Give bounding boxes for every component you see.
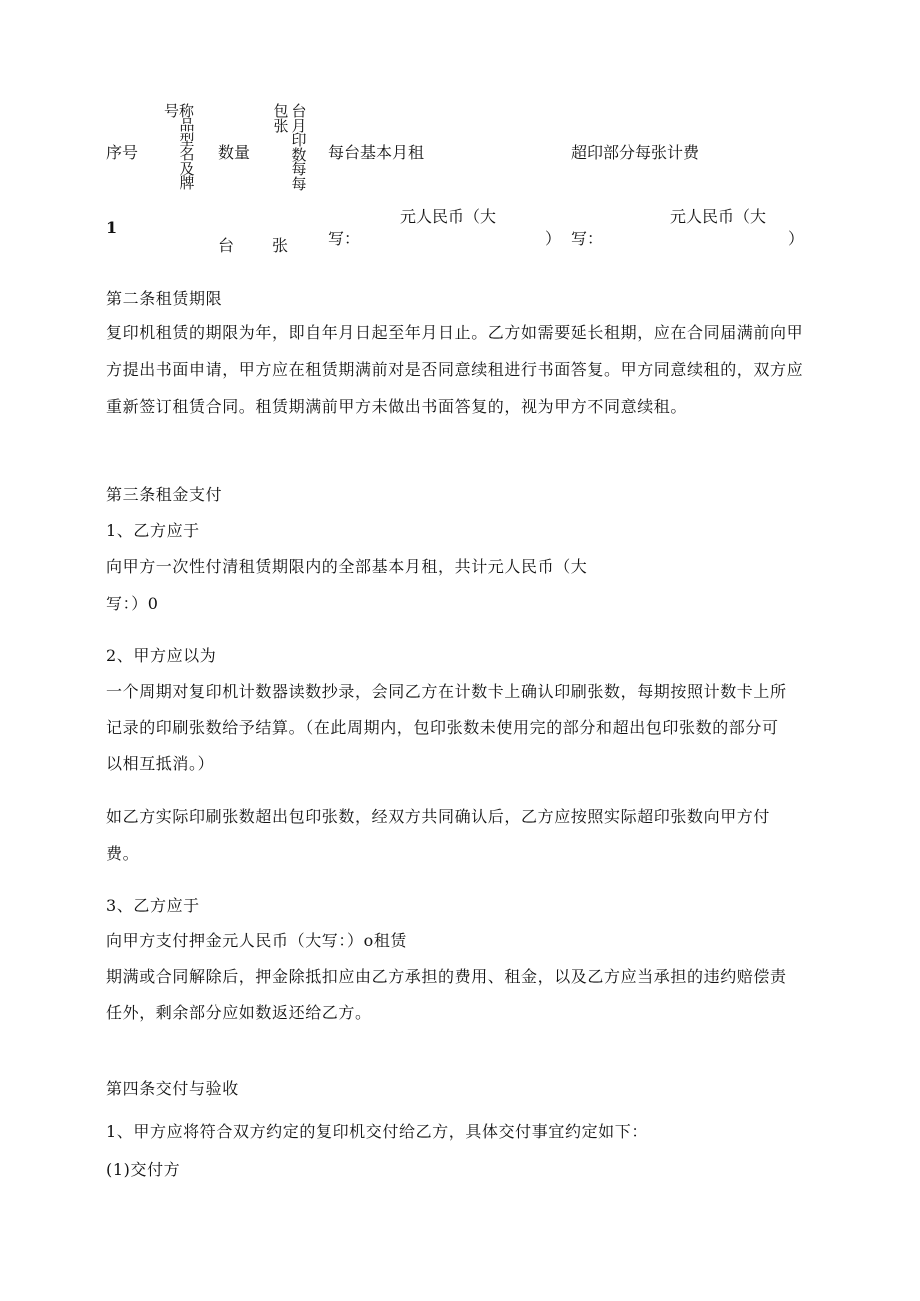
article2-line-1: 复印机租赁的期限为年，即自年月日起至年月日止。乙方如需要延长租期，应在合同届满前向甲 [106,323,804,342]
row1-rent-close: ） [545,229,562,248]
article3-item3-line-1: 向甲方支付押金元人民币（大写：）o租赁 [106,931,408,950]
col-overprint-header: 超印部分每张计费 [571,143,700,162]
article3-item2-line-2: 记录的印刷张数给予结算。（在此周期内，包印张数未使用完的部分和超出包印张数的部分可 [106,718,779,737]
col-seq-header: 序号 [106,143,139,162]
row1-rent-currency: 元人民币（大 [400,207,497,226]
article2-line-2: 方提出书面申请，甲方应在租赁期满前对是否同意续租进行书面答复。甲方同意续租的，双方应 [106,360,804,379]
article4-title: 第四条交付与验收 [106,1079,239,1098]
row1-over-close: ） [788,229,805,248]
article3-item1-label: 1、乙方应于 [106,521,200,540]
col-qty-header: 数量 [218,143,251,162]
row1-unit-tai: 台 [218,236,235,255]
row1-over-currency: 元人民币（大 [670,207,767,226]
row1-unit-zhang: 张 [272,236,289,255]
article2-title: 第二条租赁期限 [106,289,223,308]
article2-line-3: 重新签订租赁合同。租赁期满前甲方未做出书面答复的，视为甲方不同意续租。 [106,397,688,416]
row1-over-write: 写： [571,229,604,248]
article4-item1-sub: (1)交付方 [106,1160,181,1179]
article3-item3-line-2: 期满或合同解除后，押金除抵扣应由乙方承担的费用、租金，以及乙方应当承担的违约赔偿责 [106,967,787,986]
col-name-header: 品 型 名 及 牌 [179,116,195,193]
article4-item1: 1、甲方应将符合双方约定的复印机交付给乙方，具体交付事宜约定如下： [106,1122,648,1141]
col-monthly-rent-header: 每台基本月租 [328,143,425,162]
article3-item2-label: 2、甲方应以为 [106,646,217,665]
article3-item3-label: 3、乙方应于 [106,896,200,915]
article3-item2-line-3: 以相互抵消。） [106,754,215,773]
article3-title: 第三条租金支付 [106,485,223,504]
article3-item2-line-1: 一个周期对复印机计数器读数抄录，会同乙方在计数卡上确认印刷张数，每期按照计数卡上所 [106,682,787,701]
article3-item3-line-3: 任外，剩余部分应如数返还给乙方。 [106,1003,372,1022]
article3-item2-extra-1: 如乙方实际印刷张数超出包印张数，经双方共同确认后，乙方应按照实际超印张数向甲方付 [106,807,771,826]
article3-item2-extra-2: 费。 [106,844,140,863]
col-name-header-top: 号称 [164,102,195,120]
article3-item1-line-2: 写：）0 [106,594,159,613]
row1-seq: 1 [106,218,118,237]
col-package-header-a: 包 张 [273,102,289,135]
article3-item1-line-1: 向甲方一次性付清租赁期限内的全部基本月租，共计元人民币（大 [106,557,588,576]
col-package-header-b: 台 月 印 数 每 每 [291,102,307,193]
row1-rent-write: 写： [328,229,361,248]
